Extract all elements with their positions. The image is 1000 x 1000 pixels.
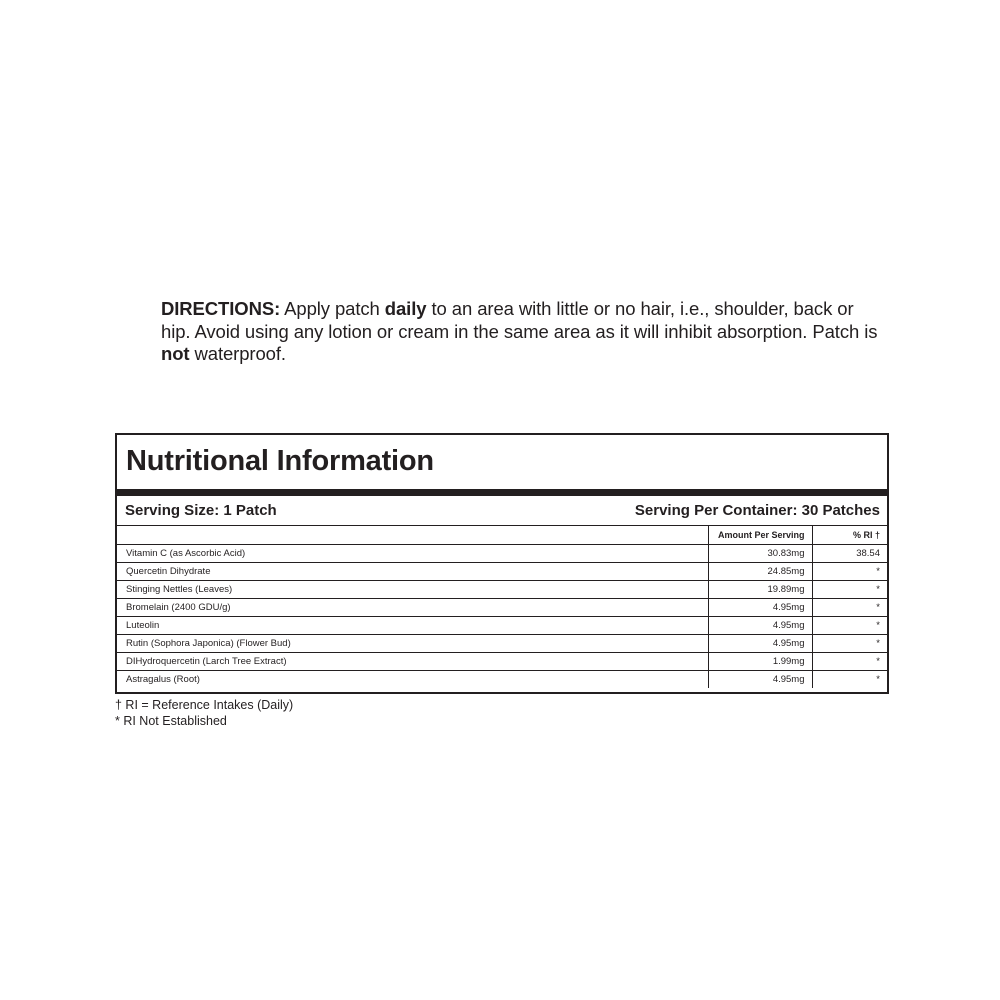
row-amount: 4.95mg bbox=[708, 617, 812, 635]
row-ri: * bbox=[812, 635, 887, 653]
row-ri: * bbox=[812, 599, 887, 617]
footnote-ri-not-established: * RI Not Established bbox=[115, 714, 227, 728]
row-ri: * bbox=[812, 617, 887, 635]
title-divider bbox=[117, 489, 887, 496]
header-name bbox=[117, 526, 708, 545]
table-row bbox=[117, 545, 887, 563]
directions-bold-daily: daily bbox=[384, 298, 427, 319]
row-ri: * bbox=[812, 563, 887, 581]
row-amount: 19.89mg bbox=[708, 581, 812, 599]
directions-label: DIRECTIONS: bbox=[161, 298, 281, 319]
row-amount: 24.85mg bbox=[708, 563, 812, 581]
row-name: Vitamin C (as Ascorbic Acid) bbox=[117, 545, 708, 563]
row-name: Luteolin bbox=[117, 617, 708, 635]
directions-text-3: waterproof. bbox=[189, 343, 286, 364]
serving-size: Serving Size: 1 Patch bbox=[125, 502, 277, 519]
row-amount: 4.95mg bbox=[708, 671, 812, 689]
table-row bbox=[117, 671, 887, 689]
row-ri: * bbox=[812, 671, 887, 689]
row-amount: 4.95mg bbox=[708, 599, 812, 617]
row-amount: 4.95mg bbox=[708, 635, 812, 653]
table-row bbox=[117, 581, 887, 599]
footnote-ri-definition: † RI = Reference Intakes (Daily) bbox=[115, 698, 294, 712]
header-amount: Amount Per Serving bbox=[708, 526, 812, 545]
row-name: Astragalus (Root) bbox=[117, 671, 708, 689]
row-ri: * bbox=[812, 581, 887, 599]
row-ri: * bbox=[812, 653, 887, 671]
footnotes bbox=[115, 697, 293, 729]
table-row bbox=[117, 617, 887, 635]
row-name: DIHydroquercetin (Larch Tree Extract) bbox=[117, 653, 708, 671]
header-ri: % RI † bbox=[812, 526, 887, 545]
directions-bold-not: not bbox=[161, 343, 190, 364]
nutrition-table bbox=[117, 526, 887, 688]
row-name: Rutin (Sophora Japonica) (Flower Bud) bbox=[117, 635, 708, 653]
table-row bbox=[117, 599, 887, 617]
row-amount: 1.99mg bbox=[708, 653, 812, 671]
row-name: Quercetin Dihydrate bbox=[117, 563, 708, 581]
table-header-row bbox=[117, 526, 887, 545]
row-name: Bromelain (2400 GDU/g) bbox=[117, 599, 708, 617]
row-ri: 38.54 bbox=[812, 545, 887, 563]
directions-text bbox=[161, 298, 881, 366]
table-row bbox=[117, 653, 887, 671]
nutrition-panel bbox=[115, 433, 889, 694]
table-row bbox=[117, 635, 887, 653]
row-amount: 30.83mg bbox=[708, 545, 812, 563]
panel-title: Nutritional Information bbox=[126, 445, 434, 477]
table-row bbox=[117, 563, 887, 581]
directions-text-2: to an area with little or no hair, i.e., shoulder, back or hip. Avoid using any lotion or cream in the same area as it will inhibit absorption. Patch is bbox=[161, 298, 878, 342]
row-name: Stinging Nettles (Leaves) bbox=[117, 581, 708, 599]
serving-per-container: Serving Per Container: 30 Patches bbox=[634, 502, 880, 519]
directions-text-1: Apply patch bbox=[280, 298, 385, 319]
